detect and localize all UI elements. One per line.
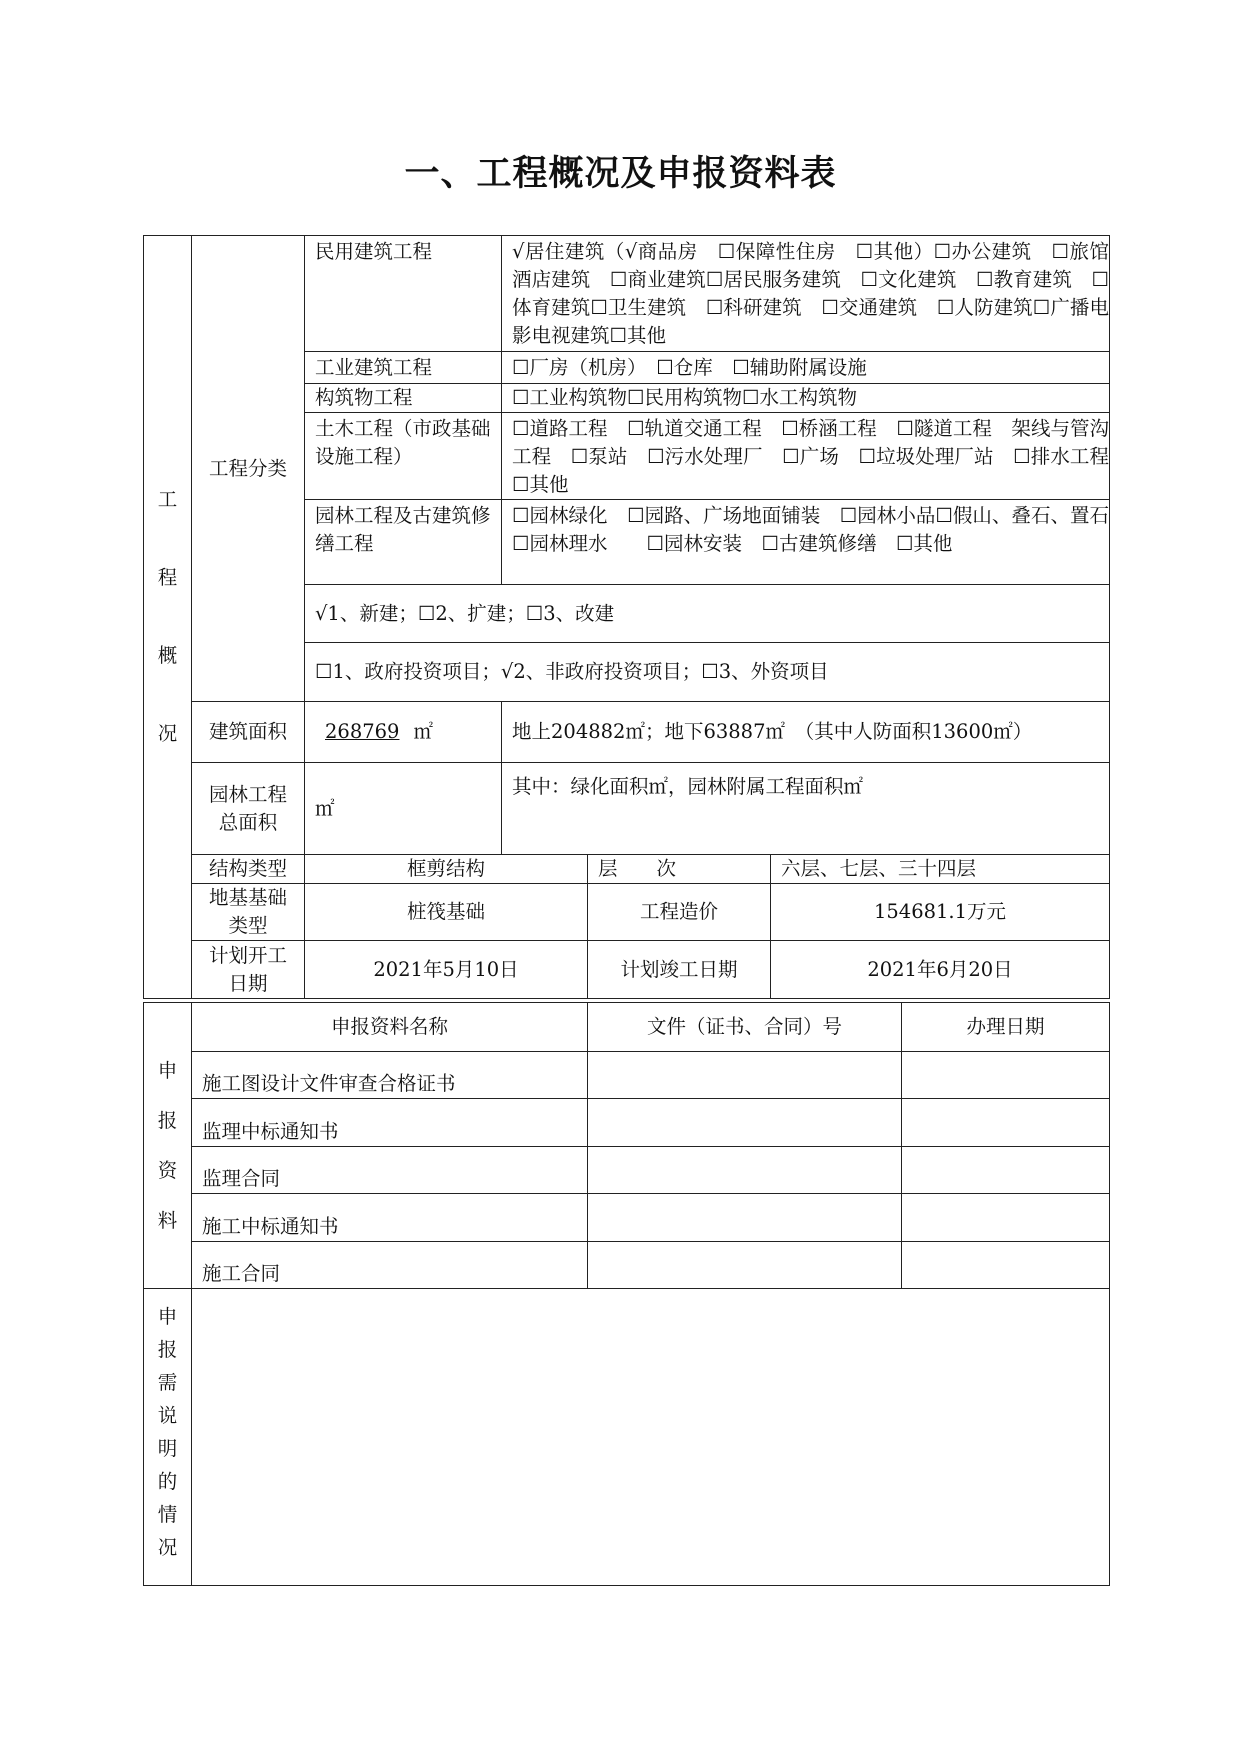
category-civil-name: 民用建筑工程 xyxy=(305,236,502,352)
materials-header-doc: 文件（证书、合同）号 xyxy=(588,1003,902,1052)
category-structure-name: 构筑物工程 xyxy=(305,384,502,413)
category-civil-options[interactable]: √居住建筑（√商品房 ☐保障性住房 ☐其他）☐办公建筑 ☐旅馆酒店建筑 ☐商业建筑☐居民服务建筑 ☐文化建筑 ☐教育建筑 ☐体育建筑☐卫生建筑 ☐科研建筑 ☐交通建筑 ☐人防建筑☐广播电影电视建筑☐其他 xyxy=(502,236,1110,352)
category-garden-name: 园林工程及古建筑修缮工程 xyxy=(305,500,502,585)
category-garden-options[interactable]: ☐园林绿化 ☐园路、广场地面铺装 ☐园林小品☐假山、叠石、置石 ☐园林理水 ☐园林安装 ☐古建筑修缮 ☐其他 xyxy=(502,500,1110,585)
building-area-detail: 地上204882㎡；地下63887㎡ （其中人防面积13600㎡） xyxy=(502,702,1110,763)
table-row xyxy=(144,1052,1110,1099)
material-doc-cell[interactable] xyxy=(588,1099,902,1147)
foundation-value[interactable]: 桩筏基础 xyxy=(305,884,588,941)
material-date-cell[interactable] xyxy=(902,1147,1110,1194)
section-overview-label: 工 程 概 况 xyxy=(144,236,192,999)
building-area-label: 建筑面积 xyxy=(192,702,305,763)
table-row xyxy=(144,1242,1110,1289)
end-date-value[interactable]: 2021年6月20日 xyxy=(771,941,1110,999)
structure-label: 结构类型 xyxy=(192,855,305,884)
garden-area-label: 园林工程总面积 xyxy=(192,763,305,855)
building-area-field[interactable] xyxy=(305,702,502,763)
structure-value[interactable]: 框剪结构 xyxy=(305,855,588,884)
category-industrial-name: 工业建筑工程 xyxy=(305,352,502,384)
materials-header-name: 申报资料名称 xyxy=(192,1003,588,1052)
category-industrial-options[interactable]: ☐厂房（机房） ☐仓库 ☐辅助附属设施 xyxy=(502,352,1110,384)
section-materials-label: 申 报 资 料 xyxy=(144,1003,192,1289)
table-row xyxy=(144,1147,1110,1194)
material-date-cell[interactable] xyxy=(902,1099,1110,1147)
table-row xyxy=(144,1194,1110,1242)
material-name: 施工中标通知书 xyxy=(192,1194,588,1242)
category-structure-options[interactable]: ☐工业构筑物☐民用构筑物☐水工构筑物 xyxy=(502,384,1110,413)
start-date-label: 计划开工日期 xyxy=(192,941,305,999)
garden-area-unit[interactable]: ㎡ xyxy=(305,763,502,855)
project-form-table xyxy=(143,235,1129,999)
table-row xyxy=(144,1099,1110,1147)
end-date-label: 计划竣工日期 xyxy=(588,941,771,999)
category-civil-eng-name: 土木工程（市政基础设施工程） xyxy=(305,413,502,500)
cost-label: 工程造价 xyxy=(588,884,771,941)
material-doc-cell[interactable] xyxy=(588,1242,902,1289)
notes-field[interactable] xyxy=(192,1289,1110,1586)
page-title: 一、工程概况及申报资料表 xyxy=(404,154,837,194)
material-doc-cell[interactable] xyxy=(588,1052,902,1099)
garden-area-detail: 其中：绿化面积㎡，园林附属工程面积㎡ xyxy=(502,763,1110,855)
materials-table xyxy=(143,1002,1110,1586)
construction-type-options[interactable]: √1、新建；☐2、扩建；☐3、改建 xyxy=(305,585,1110,643)
cost-value[interactable]: 154681.1万元 xyxy=(771,884,1110,941)
foundation-label: 地基基础类型 xyxy=(192,884,305,941)
building-area-value: 268769 xyxy=(325,720,400,743)
category-civil-eng-options[interactable]: ☐道路工程 ☐轨道交通工程 ☐桥涵工程 ☐隧道工程 架线与管沟工程 ☐泵站 ☐污水处理厂 ☐广场 ☐垃圾处理厂站 ☐排水工程 ☐其他 xyxy=(502,413,1110,500)
material-date-cell[interactable] xyxy=(902,1194,1110,1242)
material-name: 施工图设计文件审查合格证书 xyxy=(192,1052,588,1099)
investment-type-options[interactable]: ☐1、政府投资项目；√2、非政府投资项目；☐3、外资项目 xyxy=(305,643,1110,702)
floors-value[interactable]: 六层、七层、三十四层 xyxy=(771,855,1110,884)
building-area-unit: ㎡ xyxy=(413,720,433,743)
material-name: 监理合同 xyxy=(192,1147,588,1194)
material-doc-cell[interactable] xyxy=(588,1194,902,1242)
material-date-cell[interactable] xyxy=(902,1052,1110,1099)
floors-label: 层 次 xyxy=(588,855,771,884)
material-date-cell[interactable] xyxy=(902,1242,1110,1289)
classification-label: 工程分类 xyxy=(192,236,305,702)
section-notes-label: 申 报 需 说 明 的 情 况 xyxy=(144,1289,192,1586)
materials-header-date: 办理日期 xyxy=(902,1003,1110,1052)
material-name: 监理中标通知书 xyxy=(192,1099,588,1147)
start-date-value[interactable]: 2021年5月10日 xyxy=(305,941,588,999)
material-name: 施工合同 xyxy=(192,1242,588,1289)
material-doc-cell[interactable] xyxy=(588,1147,902,1194)
